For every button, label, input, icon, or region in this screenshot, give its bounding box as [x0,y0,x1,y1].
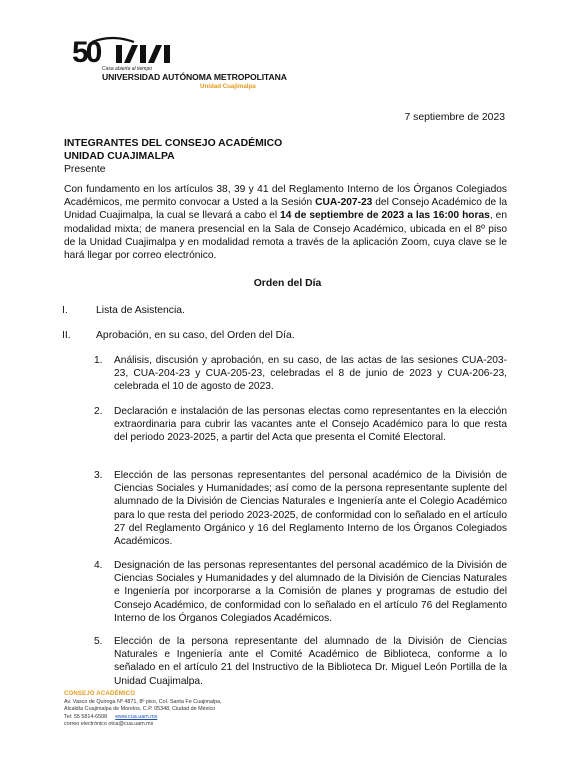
roman-text: Aprobación, en su caso, del Orden del Día. [96,330,295,341]
roman-number: I. [62,305,68,316]
item-text: Declaración e instalación de las personas electas como representantes en la elección extraordinaria para cubrir las vacantes ante el Consejo Académico para lo que resta del periodo 2023-2025, a partir del Acta que presenta el Comité Electoral. [114,406,507,444]
recipient-block [64,137,282,176]
footer-address-1: Av. Vasco de Quiroga Nº 4871, 8º piso, Col. Santa Fe Cuajimalpa, [64,698,222,705]
session-code: CUA-207-23 [315,197,373,209]
footer-address-2: Alcaldía Cuajimalpa de Morelos, C.P. 05348, Ciudad de México [64,706,216,713]
recipient-line-1: INTEGRANTES DEL CONSEJO ACADÉMICO [64,138,283,149]
intro-paragraph [64,183,507,262]
logo-tagline: Casa abierta al tiempo [102,66,153,72]
item-number: 1. [94,355,103,366]
recipient-line-3: Presente [64,164,106,175]
item-text: Elección de la persona representante del alumnado de la División de Ciencias Naturales e Ingeniería ante el Comité Académico de Biblioteca, conforme a lo señalado en el artículo 21 del Instructivo de la Biblioteca Dr. Miguel León Portilla de la Unidad Cuajimalpa. [114,636,507,687]
footer-email: correo electrónico otca@cua.uam.mx [64,721,154,728]
footer-web-link[interactable]: www.cua.uam.mx [115,713,158,720]
footer-contact [64,691,222,729]
item-number: 3. [94,470,103,481]
university-name: UNIVERSIDAD AUTÓNOMA METROPOLITANA [102,72,287,82]
footer-phone-web [64,714,222,722]
item-text: Elección de las personas representantes del personal académico de la División de Ciencias Sociales y Humanidades; así como de la persona representante suplente del alumnado de la División de Ciencias Naturales e Ingeniería ante el Colegio Académico para lo que resta del periodo 2023-2025, de conformidad con lo señalado en el artículo 27 del Reglamento Orgánico y 16 del Reglamento Interno de los Órganos Colegiados Académicos. [114,470,507,548]
item-text: Análisis, discusión y aprobación, en su caso, de las actas de las sesiones CUA-203-23, CUA-204-23 y CUA-205-23, celebradas el 8 de junio de 2023 y CUA-206-23, celebrada el 10 de agosto de 2023. [114,355,507,393]
unit-name: Unidad Cuajimalpa [200,83,256,90]
item-number: 4. [94,560,103,571]
letter-date: 7 septiembre de 2023 [404,112,505,123]
agenda-title: Orden del Día [253,278,322,289]
uam-50-years-logo-icon [72,36,192,68]
recipient-line-2: UNIDAD CUAJIMALPA [64,151,175,162]
item-number: 2. [94,406,103,417]
item-number: 5. [94,636,103,647]
intro-text-2: del Consejo Académico de la Unidad Cuajimalpa, la cual se llevará a cabo el [64,197,507,222]
logo-number: 50 [72,36,100,68]
footer-phone: Tel: 55 5814-6508 [64,713,108,720]
session-datetime: 14 de septiembre de 2023 a las 16:00 horas [280,210,490,222]
intro-text-3: , en modalidad mixta; de manera presencial en la Sala de Consejo Académico, ubicada en el 8º piso de la Unidad Cuajimalpa y en modalidad remota a través de la aplicación Zoom, cuya clave se le hará llegar por correo electrónico. [64,210,507,262]
roman-text: Lista de Asistencia. [96,305,185,316]
footer-org: CONSEJO ACADÉMICO [64,691,136,697]
item-text: Designación de las personas representantes del personal académico de la División de Ciencias Sociales y Humanidades y del alumnado de la División de Ciencias Naturales e Ingeniería por incorporarse a la Comisión de planes y programas de estudio del Consejo Académico, de conformidad con lo señalado en el artículo 76 del Reglamento Interno de los Órganos Colegiados Académicos. [114,560,507,624]
intro-text-1: Con fundamento en los artículos 38, 39 y 41 del Reglamento Interno de los Órganos Colegiados Académicos, me permito convocar a Usted a la Sesión [64,184,507,209]
uam-logo [72,36,292,94]
roman-number: II. [62,330,71,341]
